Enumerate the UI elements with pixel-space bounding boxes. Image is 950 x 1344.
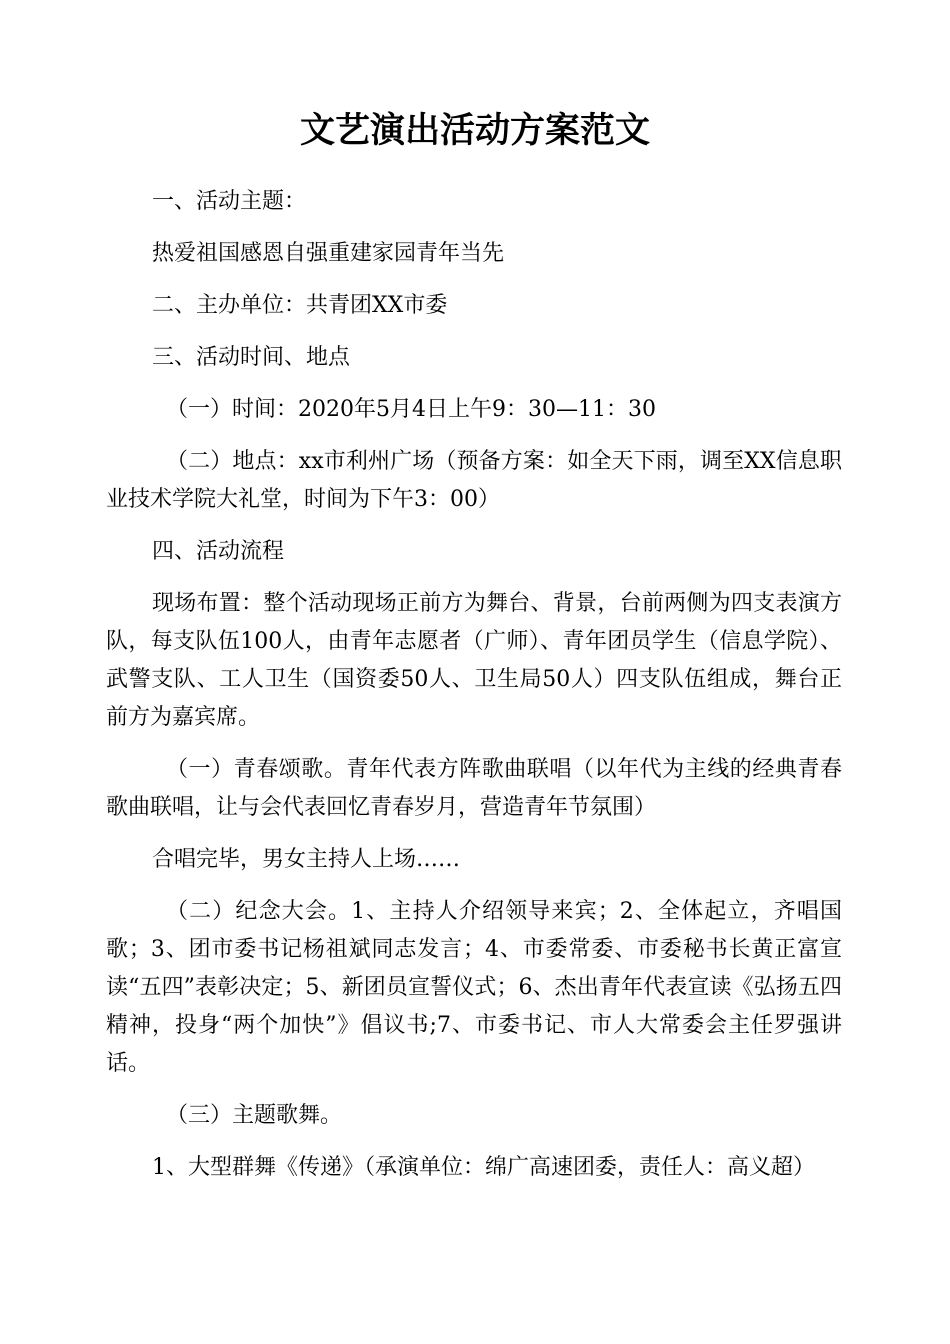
- paragraph-youth-song: （一）青春颂歌。青年代表方阵歌曲联唱（以年代为主线的经典青春歌曲联唱，让与会代表回忆青春岁月，营造青年节氛围）: [106, 757, 842, 820]
- paragraph-hosts: 合唱完毕，男女主持人上场……: [152, 847, 461, 872]
- paragraph-theme-text: 热爱祖国感恩自强重建家园青年当先: [152, 241, 505, 266]
- section-heading-theme: 一、活动主题：: [152, 189, 307, 214]
- paragraph-place: （二）地点：xx市利州广场（预备方案：如全天下雨，调至XX信息职业技术学院大礼堂，时间为下午3：00）: [106, 449, 842, 512]
- document-title: 文艺演出活动方案范文: [299, 111, 650, 151]
- paragraph-venue-setup: 现场布置：整个活动现场正前方为舞台、背景，台前两侧为四支表演方队，每支队伍100人，由青年志愿者（广师）、青年团员学生（信息学院）、武警支队、工人卫生（国资委50人、卫生局50人）四支队伍组成，舞台正前方为嘉宾席。: [106, 591, 842, 730]
- document-body: [106, 183, 842, 1201]
- paragraph-theme-dance: （三）主题歌舞。: [166, 1103, 343, 1128]
- paragraph-group-dance: 1、大型群舞《传递》（承演单位：绵广高速团委，责任人：高义超）: [152, 1155, 815, 1180]
- section-heading-time-place: 三、活动时间、地点: [152, 345, 351, 370]
- section-heading-process: 四、活动流程: [152, 539, 285, 564]
- section-heading-organizer: 二、主办单位：共青团XX市委: [152, 293, 448, 318]
- paragraph-memorial-meeting: （二）纪念大会。1、主持人介绍领导来宾；2、全体起立，齐唱国歌；3、团市委书记杨祖斌同志发言；4、市委常委、市委秘书长黄正富宣读“五四”表彰决定；5、新团员宣誓仪式；6、杰出青年代表宣读《弘扬五四精神，投身“两个加快”》倡议书;7、市委书记、市人大常委会主任罗强讲话。: [106, 899, 842, 1076]
- paragraph-time: （一）时间：2020年5月4日上午9：30—11：30: [166, 397, 656, 422]
